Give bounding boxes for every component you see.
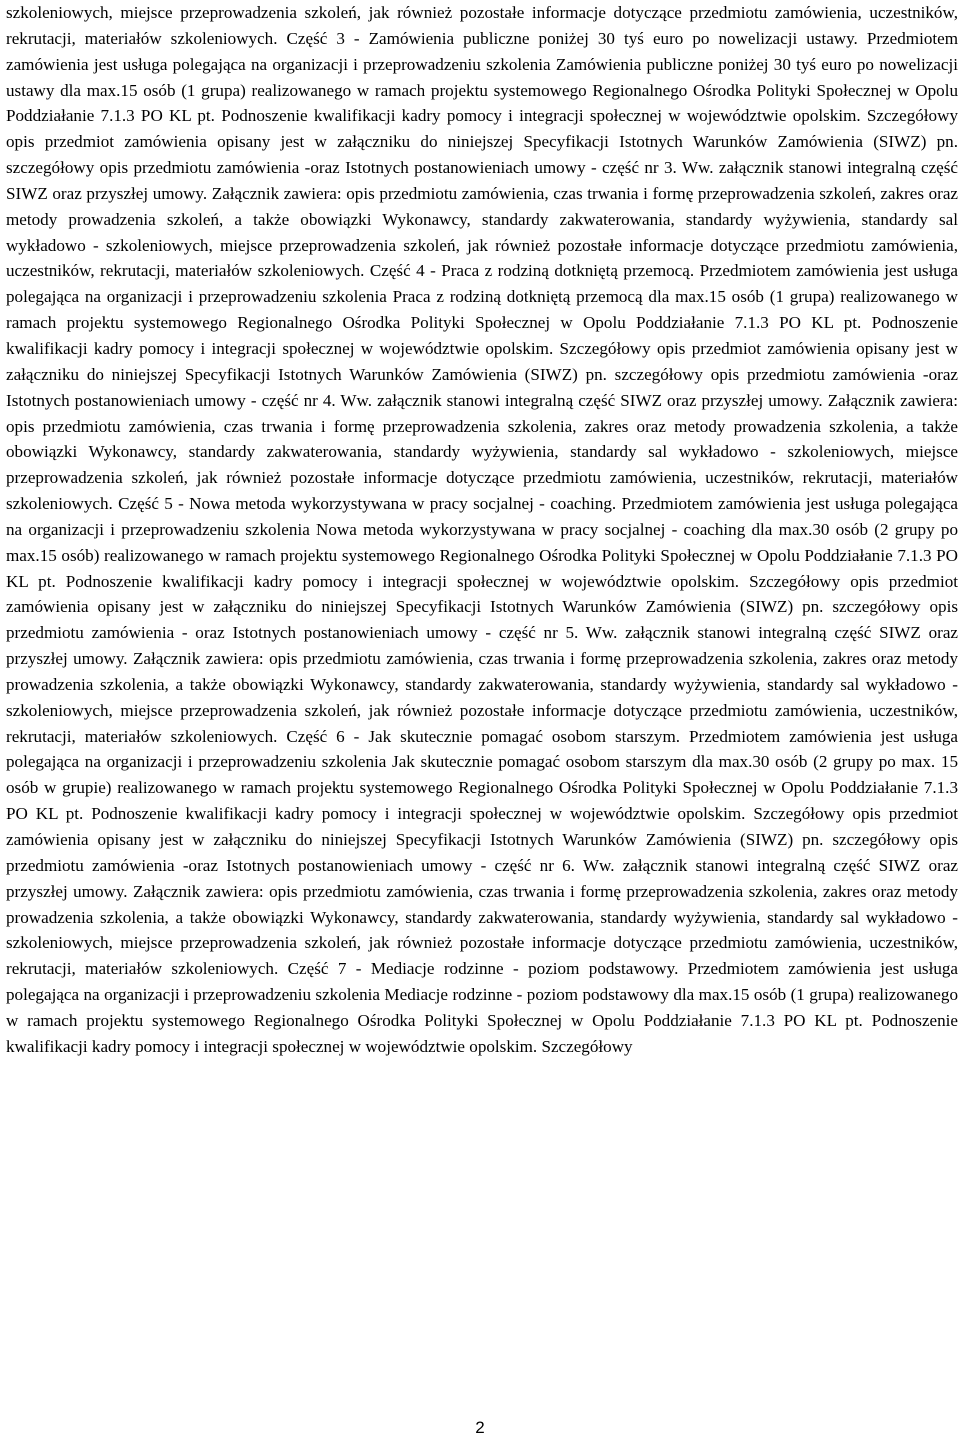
document-body: [6, 0, 958, 1060]
body-paragraph: szkoleniowych, miejsce przeprowadzenia szkoleń, jak również pozostałe informacje dotyczące przedmiotu zamówienia, uczestników, rekrutacji, materiałów szkoleniowych. Część 3 - Zamówienia publiczne poniżej 30 tyś euro po nowelizacji ustawy. Przedmiotem zamówienia jest usługa polegająca na organizacji i przeprowadzeniu szkolenia Zamówienia publiczne poniżej 30 tyś euro po nowelizacji ustawy dla max.15 osób (1 grupa) realizowanego w ramach projektu systemowego Regionalnego Ośrodka Polityki Społecznej w Opolu Poddziałanie 7.1.3 PO KL pt. Podnoszenie kwalifikacji kadry pomocy i integracji społecznej w województwie opolskim. Szczegółowy opis przedmiot zamówienia opisany jest w załączniku do niniejszej Specyfikacji Istotnych Warunków Zamówienia (SIWZ) pn. szczegółowy opis przedmiotu zamówienia -oraz Istotnych postanowieniach umowy - część nr 3. Ww. załącznik stanowi integralną część SIWZ oraz przyszłej umowy. Załącznik zawiera: opis przedmiotu zamówienia, czas trwania i formę przeprowadzenia szkoleń, zakres oraz metody prowadzenia szkoleń, a także obowiązki Wykonawcy, standardy zakwaterowania, standardy wyżywienia, standardy sal wykładowo - szkoleniowych, miejsce przeprowadzenia szkoleń, jak również pozostałe informacje dotyczące przedmiotu zamówienia, uczestników, rekrutacji, materiałów szkoleniowych. Część 4 - Praca z rodziną dotkniętą przemocą. Przedmiotem zamówienia jest usługa polegająca na organizacji i przeprowadzeniu szkolenia Praca z rodziną dotkniętą przemocą dla max.15 osób (1 grupa) realizowanego w ramach projektu systemowego Regionalnego Ośrodka Polityki Społecznej w Opolu Poddziałanie 7.1.3 PO KL pt. Podnoszenie kwalifikacji kadry pomocy i integracji społecznej w województwie opolskim. Szczegółowy opis przedmiot zamówienia opisany jest w załączniku do niniejszej Specyfikacji Istotnych Warunków Zamówienia (SIWZ) pn. szczegółowy opis przedmiotu zamówienia -oraz Istotnych postanowieniach umowy - część nr 4. Ww. załącznik stanowi integralną część SIWZ oraz przyszłej umowy. Załącznik zawiera: opis przedmiotu zamówienia, czas trwania i formę przeprowadzenia szkolenia, zakres oraz metody prowadzenia szkolenia, a także obowiązki Wykonawcy, standardy zakwaterowania, standardy wyżywienia, standardy sal wykładowo - szkoleniowych, miejsce przeprowadzenia szkoleń, jak również pozostałe informacje dotyczące przedmiotu zamówienia, uczestników, rekrutacji, materiałów szkoleniowych. Część 5 - Nowa metoda wykorzystywana w pracy socjalnej - coaching. Przedmiotem zamówienia jest usługa polegająca na organizacji i przeprowadzeniu szkolenia Nowa metoda wykorzystywana w pracy socjalnej - coaching dla max.30 osób (2 grupy po max.15 osób) realizowanego w ramach projektu systemowego Regionalnego Ośrodka Polityki Społecznej w Opolu Poddziałanie 7.1.3 PO KL pt. Podnoszenie kwalifikacji kadry pomocy i integracji społecznej w województwie opolskim. Szczegółowy opis przedmiot zamówienia opisany jest w załączniku do niniejszej Specyfikacji Istotnych Warunków Zamówienia (SIWZ) pn. szczegółowy opis przedmiotu zamówienia - oraz Istotnych postanowieniach umowy - część nr 5. Ww. załącznik stanowi integralną część SIWZ oraz przyszłej umowy. Załącznik zawiera: opis przedmiotu zamówienia, czas trwania i formę przeprowadzenia szkolenia, zakres oraz metody prowadzenia szkolenia, a także obowiązki Wykonawcy, standardy zakwaterowania, standardy wyżywienia, standardy sal wykładowo - szkoleniowych, miejsce przeprowadzenia szkoleń, jak również pozostałe informacje dotyczące przedmiotu zamówienia, uczestników, rekrutacji, materiałów szkoleniowych. Część 6 - Jak skutecznie pomagać osobom starszym. Przedmiotem zamówienia jest usługa polegająca na organizacji i przeprowadzeniu szkolenia Jak skutecznie pomagać osobom starszym dla max.30 osób (2 grupy po max. 15 osób w grupie) realizowanego w ramach projektu systemowego Regionalnego Ośrodka Polityki Społecznej w Opolu Poddziałanie 7.1.3 PO KL pt. Podnoszenie kwalifikacji kadry pomocy i integracji społecznej w województwie opolskim. Szczegółowy opis przedmiot zamówienia opisany jest w załączniku do niniejszej Specyfikacji Istotnych Warunków Zamówienia (SIWZ) pn. szczegółowy opis przedmiotu zamówienia -oraz Istotnych postanowieniach umowy - część nr 6. Ww. załącznik stanowi integralną część SIWZ oraz przyszłej umowy. Załącznik zawiera: opis przedmiotu zamówienia, czas trwania i formę przeprowadzenia szkolenia, zakres oraz metody prowadzenia szkolenia, a także obowiązki Wykonawcy, standardy zakwaterowania, standardy wyżywienia, standardy sal wykładowo - szkoleniowych, miejsce przeprowadzenia szkoleń, jak również pozostałe informacje dotyczące przedmiotu zamówienia, uczestników, rekrutacji, materiałów szkoleniowych. Część 7 - Mediacje rodzinne - poziom podstawowy. Przedmiotem zamówienia jest usługa polegająca na organizacji i przeprowadzeniu szkolenia Mediacje rodzinne - poziom podstawowy dla max.15 osób (1 grupa) realizowanego w ramach projektu systemowego Regionalnego Ośrodka Polityki Społecznej w Opolu Poddziałanie 7.1.3 PO KL pt. Podnoszenie kwalifikacji kadry pomocy i integracji społecznej w województwie opolskim. Szczegółowy: [6, 3, 958, 1056]
page-number: 2: [475, 1418, 485, 1437]
